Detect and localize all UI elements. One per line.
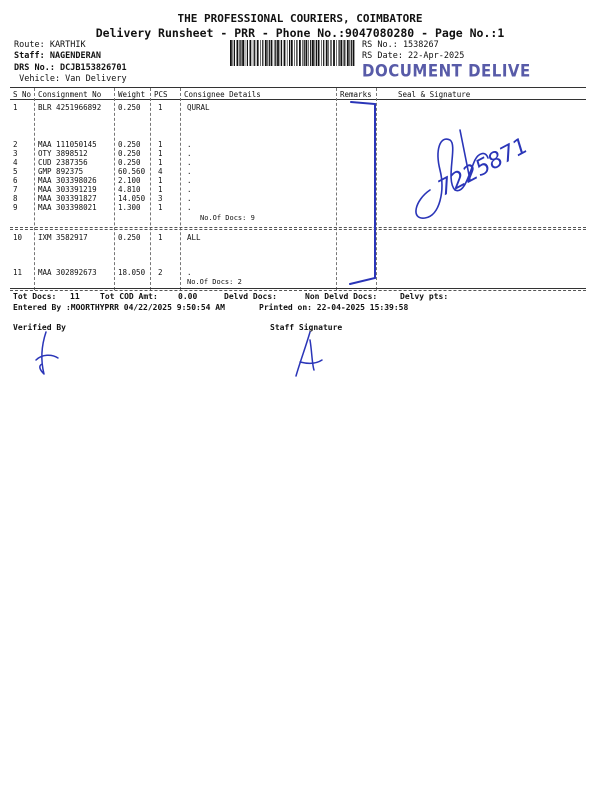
barcode-bar	[240, 40, 241, 66]
cell-pcs: 1	[158, 140, 163, 149]
table-bottom-border	[10, 288, 586, 289]
barcode-image	[230, 40, 355, 66]
barcode-bar	[260, 40, 261, 66]
cell-sno: 11	[13, 268, 23, 277]
total-cod-label: Tot COD Amt:	[100, 292, 158, 301]
barcode-bar	[237, 40, 239, 66]
barcode-bar	[323, 40, 324, 66]
cell-sno: 8	[13, 194, 18, 203]
column-divider	[114, 88, 115, 290]
column-divider	[150, 88, 151, 290]
table-top-border	[10, 87, 586, 88]
remarks-bracket-mark	[345, 98, 385, 288]
document-delivery-stamp: DOCUMENT DELIVE	[362, 61, 531, 81]
non-delivered-docs-label: Non Delvd Docs:	[305, 292, 378, 301]
rs-date: RS Date: 22-Apr-2025	[362, 51, 465, 61]
cell-weight: 0.250	[118, 233, 141, 242]
barcode-bar	[267, 40, 268, 66]
cell-sno: 1	[13, 103, 18, 112]
header-remarks: Remarks	[340, 90, 372, 99]
barcode-bar	[336, 40, 337, 66]
cell-consignment: IXM 3582917	[38, 233, 88, 242]
cell-sno: 3	[13, 149, 18, 158]
cell-consignee: .	[187, 194, 192, 203]
barcode-bar	[234, 40, 235, 66]
barcode-bar	[253, 40, 254, 66]
runsheet-subtitle: Delivery Runsheet - PRR - Phone No.:9047080280 - Page No.:1	[95, 26, 505, 40]
barcode-bar	[291, 40, 293, 66]
cell-weight: 60.560	[118, 167, 146, 176]
cell-consignment: OTY 3898512	[38, 149, 88, 158]
cell-consignment: MAA 303391827	[38, 194, 97, 203]
cell-consignment: CUD 2387356	[38, 158, 88, 167]
barcode-bar	[274, 40, 275, 66]
route-label: Route: KARTHIK	[14, 40, 86, 50]
cell-consignee: .	[187, 185, 192, 194]
cell-consignment: BLR 4251966892	[38, 103, 102, 112]
staff-signature	[290, 330, 330, 378]
cell-consignment: MAA 303398021	[38, 203, 97, 212]
column-divider	[180, 88, 181, 290]
cell-pcs: 3	[158, 194, 163, 203]
cell-consignee: .	[187, 167, 192, 176]
header-consignee: Consignee Details	[184, 90, 261, 99]
barcode-bar	[299, 40, 301, 66]
cell-consignee: QURAL	[187, 103, 210, 112]
cell-consignment: MAA 111050145	[38, 140, 97, 149]
cell-weight: 18.050	[118, 268, 146, 277]
barcode-bar	[326, 40, 328, 66]
barcode-bar	[257, 40, 259, 66]
barcode-bar	[242, 40, 244, 66]
cell-consignee: ALL	[187, 233, 201, 242]
cell-pcs: 1	[158, 233, 163, 242]
drs-number: DRS No.: DCJB153826701	[14, 63, 127, 73]
cell-pcs: 1	[158, 176, 163, 185]
table-bottom-border	[10, 290, 586, 291]
handwritten-phone-number: 7225871	[434, 133, 533, 202]
header-sno: S No	[13, 90, 32, 99]
barcode-bar	[280, 40, 281, 66]
cell-pcs: 2	[158, 268, 163, 277]
cell-pcs: 4	[158, 167, 163, 176]
cell-consignee: .	[187, 140, 192, 149]
cell-consignee: .	[187, 149, 192, 158]
cell-consignee: .	[187, 268, 192, 277]
barcode-bar	[265, 40, 267, 66]
cell-sno: 5	[13, 167, 18, 176]
header-consignment: Consignment No	[38, 90, 102, 99]
barcode-bar	[281, 40, 282, 66]
cell-consignment: GMP 892375	[38, 167, 84, 176]
barcode-bar	[330, 40, 331, 66]
cell-weight: 0.250	[118, 158, 141, 167]
barcode-bar	[318, 40, 320, 66]
cell-pcs: 1	[158, 185, 163, 194]
barcode-bar	[333, 40, 335, 66]
verifier-signature	[28, 330, 68, 378]
barcode-bar	[277, 40, 279, 66]
barcode-bar	[245, 40, 246, 66]
barcode-bar	[306, 40, 308, 66]
company-title: THE PROFESSIONAL COURIERS, COIMBATORE	[177, 12, 423, 25]
column-divider	[34, 88, 35, 290]
cell-sno: 2	[13, 140, 18, 149]
cell-pcs: 1	[158, 158, 163, 167]
verified-by-label: Verified By	[13, 323, 66, 332]
barcode-bar	[275, 40, 276, 66]
vehicle-label: Vehicle: Van Delivery	[14, 74, 127, 84]
barcode-bar	[349, 40, 350, 66]
column-divider	[336, 88, 337, 290]
barcode-bar	[340, 40, 342, 66]
total-docs-value: 11	[70, 292, 80, 301]
cell-consignee: .	[187, 176, 192, 185]
barcode-bar	[347, 40, 349, 66]
cell-weight: 0.250	[118, 103, 141, 112]
barcode-bar	[328, 40, 329, 66]
cell-pcs: 1	[158, 103, 163, 112]
cell-sno: 7	[13, 185, 18, 194]
staff-label: Staff: NAGENDERAN	[14, 51, 101, 61]
barcode-bar	[308, 40, 309, 66]
cell-weight: 0.250	[118, 140, 141, 149]
cell-consignee: .	[187, 158, 192, 167]
barcode-bar	[254, 40, 255, 66]
cell-sno: 10	[13, 233, 23, 242]
barcode-bar	[339, 40, 340, 66]
barcode-bar	[312, 40, 314, 66]
barcode-bar	[316, 40, 317, 66]
printed-on: Printed on: 22-04-2025 15:39:58	[259, 303, 409, 312]
entered-by: Entered By :MOORTHYPRR 04/22/2025 9:50:54 AM	[13, 303, 225, 312]
barcode-bar	[233, 40, 234, 66]
barcode-bar	[230, 40, 232, 66]
barcode-bar	[344, 40, 345, 66]
delivery-points-label: Delvy pts:	[400, 292, 449, 301]
cell-consignee: .	[187, 203, 192, 212]
cell-sno: 4	[13, 158, 18, 167]
barcode-bar	[247, 40, 248, 66]
header-pcs: PCS	[154, 90, 168, 99]
staff-signature-label: Staff Signature	[270, 323, 343, 332]
cell-weight: 0.250	[118, 149, 141, 158]
barcode-bar	[302, 40, 303, 66]
barcode-bar	[310, 40, 311, 66]
cell-sno: 6	[13, 176, 18, 185]
cell-pcs: 1	[158, 149, 163, 158]
header-weight: Weight	[118, 90, 146, 99]
barcode-bar	[262, 40, 263, 66]
cell-sno: 9	[13, 203, 18, 212]
barcode-bar	[269, 40, 270, 66]
cell-weight: 4.810	[118, 185, 141, 194]
barcode-bar	[304, 40, 305, 66]
header-seal-signature: Seal & Signature	[398, 90, 471, 99]
cell-pcs: 1	[158, 203, 163, 212]
cell-weight: 1.300	[118, 203, 141, 212]
group-doc-count: No.Of Docs: 2	[187, 278, 242, 286]
cell-weight: 2.100	[118, 176, 141, 185]
barcode-bar	[287, 40, 288, 66]
total-docs-label: Tot Docs:	[13, 292, 57, 301]
barcode-bar	[294, 40, 295, 66]
barcode-bar	[315, 40, 316, 66]
barcode-bar	[250, 40, 252, 66]
table-header-border	[10, 99, 586, 100]
barcode-bar	[351, 40, 352, 66]
barcode-bar	[343, 40, 344, 66]
cell-consignment: MAA 303398026	[38, 176, 97, 185]
barcode-bar	[321, 40, 322, 66]
group-doc-count: No.Of Docs: 9	[200, 214, 255, 222]
barcode-bar	[239, 40, 240, 66]
total-cod-value: 0.00	[178, 292, 198, 301]
barcode-bar	[296, 40, 297, 66]
rs-number: RS No.: 1538267	[362, 40, 439, 50]
barcode-bar	[284, 40, 286, 66]
cell-weight: 14.050	[118, 194, 146, 203]
delivered-docs-label: Delvd Docs:	[224, 292, 277, 301]
barcode-bar	[353, 40, 355, 66]
barcode-bar	[271, 40, 273, 66]
barcode-bar	[289, 40, 290, 66]
cell-consignment: MAA 303391219	[38, 185, 97, 194]
cell-consignment: MAA 302892673	[38, 268, 97, 277]
